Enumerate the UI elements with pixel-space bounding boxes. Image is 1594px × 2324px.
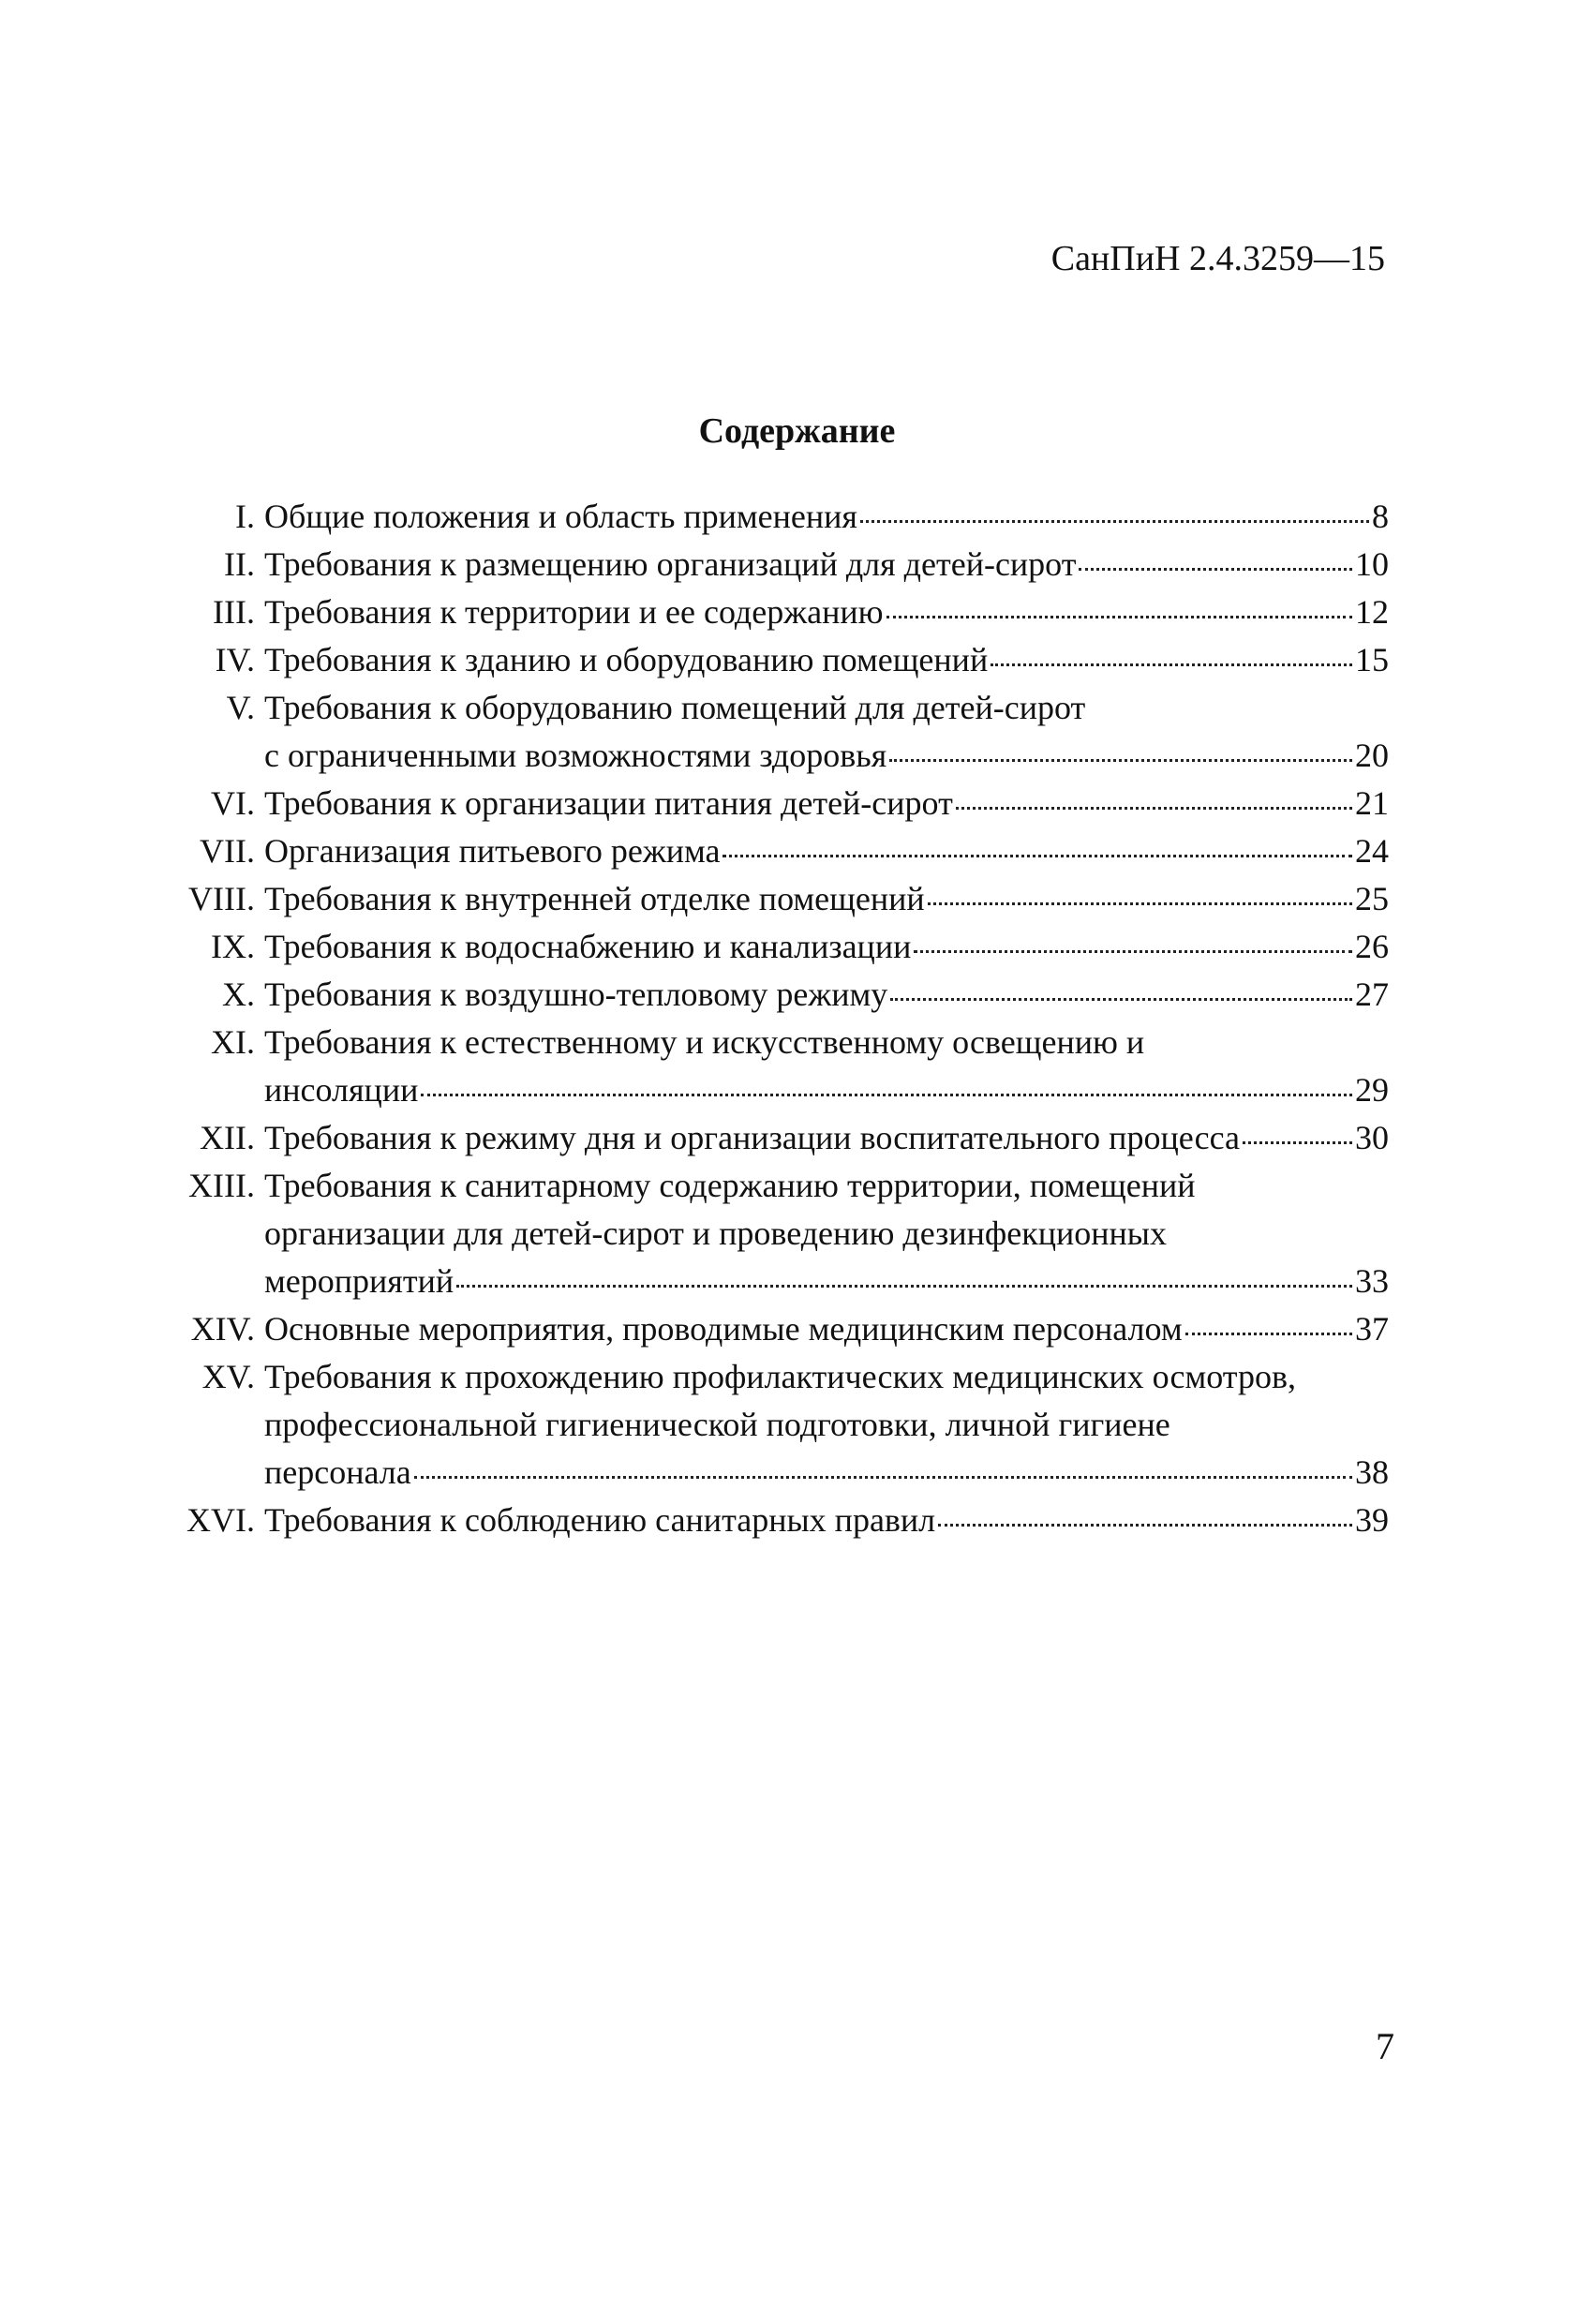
toc-entry-number: VIII. <box>188 880 255 917</box>
toc-entry-last-line <box>264 493 1389 541</box>
toc-entry-last-line <box>264 1114 1389 1162</box>
toc-entry-number: III. <box>213 593 255 631</box>
toc-entry-title-line: Требования к территории и ее содержанию <box>264 593 884 631</box>
toc-entry-page: 39 <box>1355 1501 1389 1539</box>
toc-entry-body <box>255 493 1389 541</box>
toc-dot-leader <box>414 1476 1352 1479</box>
toc-entry-body <box>255 636 1389 684</box>
toc-entry-title-line: Требования к водоснабжению и канализации <box>264 928 912 965</box>
toc-entry-body <box>255 1019 1389 1114</box>
toc-entry <box>0 1114 1594 1162</box>
toc-entry-body <box>255 875 1389 923</box>
toc-dot-leader <box>889 759 1352 762</box>
page-number: 7 <box>1376 2025 1394 2067</box>
toc-entry <box>0 1497 1594 1544</box>
toc-entry-last-line <box>264 1449 1389 1497</box>
toc-entry-body <box>255 827 1389 875</box>
toc-entry-number: XV. <box>201 1358 255 1395</box>
toc-entry-body <box>255 1114 1389 1162</box>
toc-dot-leader <box>860 520 1369 523</box>
toc-dot-leader <box>421 1094 1352 1096</box>
toc-entry-body <box>255 1497 1389 1544</box>
toc-entry-last-line <box>264 732 1389 780</box>
toc-entry-title-line: персонала <box>264 1453 411 1491</box>
toc-entry <box>0 923 1594 971</box>
toc-entry <box>0 827 1594 875</box>
toc-entry-body <box>255 780 1389 827</box>
toc-entry-number: XIV. <box>190 1310 255 1348</box>
toc-entry <box>0 1353 1594 1497</box>
toc-entry-title-line: профессиональной гигиенической подготовки, личной гигиене <box>264 1406 1170 1443</box>
toc-entry-last-line <box>264 588 1389 636</box>
toc-entry-last-line <box>264 541 1389 588</box>
toc-entry-page: 21 <box>1355 784 1389 822</box>
toc-entry-title-line: Требования к размещению организаций для детей-сирот <box>264 545 1077 583</box>
toc-entry-page: 8 <box>1372 498 1389 535</box>
toc-entry-last-line <box>264 971 1389 1019</box>
table-of-contents <box>0 493 1594 1544</box>
toc-entry-title-line: Требования к зданию и оборудованию помещений <box>264 641 989 678</box>
toc-entry-last-line <box>264 636 1389 684</box>
toc-entry-page: 20 <box>1355 737 1389 774</box>
toc-dot-leader <box>938 1524 1352 1527</box>
toc-entry-last-line <box>264 827 1389 875</box>
toc-entry-body <box>255 588 1389 636</box>
toc-dot-leader <box>886 616 1353 618</box>
toc-entry-title-line: Требования к организации питания детей-сирот <box>264 784 953 822</box>
toc-dot-leader <box>1185 1333 1352 1335</box>
toc-entry-page: 27 <box>1355 976 1389 1013</box>
toc-entry-body <box>255 541 1389 588</box>
toc-entry-title-line: инсоляции <box>264 1071 419 1109</box>
toc-entry-number: X. <box>222 976 255 1013</box>
toc-entry-title-line: организации для детей-сирот и проведению дезинфекционных <box>264 1214 1167 1252</box>
toc-entry-body <box>255 1305 1389 1353</box>
toc-entry <box>0 1162 1594 1305</box>
toc-entry-last-line <box>264 923 1389 971</box>
toc-dot-leader <box>1243 1141 1352 1144</box>
toc-entry <box>0 588 1594 636</box>
toc-entry-title-line: мероприятий <box>264 1262 454 1300</box>
toc-entry-title-line: Требования к оборудованию помещений для детей-сирот <box>264 689 1086 726</box>
toc-entry-number: II. <box>224 545 255 583</box>
toc-entry-page: 33 <box>1355 1262 1389 1300</box>
toc-entry-title-line: с ограниченными возможностями здоровья <box>264 737 887 774</box>
toc-entry-page: 37 <box>1355 1310 1389 1348</box>
toc-entry-number: XIII. <box>188 1167 255 1204</box>
toc-entry-number: XII. <box>200 1119 255 1156</box>
toc-entry <box>0 684 1594 780</box>
toc-entry-page: 29 <box>1355 1071 1389 1109</box>
toc-entry-title-line: Основные мероприятия, проводимые медицинским персоналом <box>264 1310 1183 1348</box>
toc-entry-last-line <box>264 875 1389 923</box>
toc-entry-page: 30 <box>1355 1119 1389 1156</box>
toc-dot-leader <box>956 807 1352 810</box>
toc-entry-title-line: Требования к естественному и искусственному освещению и <box>264 1023 1145 1061</box>
toc-entry-last-line <box>264 1066 1389 1114</box>
toc-entry-page: 24 <box>1355 832 1389 870</box>
toc-entry-title-line: Требования к соблюдению санитарных правил <box>264 1501 936 1539</box>
toc-entry-page: 26 <box>1355 928 1389 965</box>
toc-entry <box>0 875 1594 923</box>
document-code: СанПиН 2.4.3259—15 <box>1050 239 1385 278</box>
toc-entry-page: 10 <box>1355 545 1389 583</box>
toc-entry-number: IV. <box>215 641 255 678</box>
toc-dot-leader <box>723 855 1352 857</box>
toc-entry-page: 25 <box>1355 880 1389 917</box>
toc-entry-number: IX. <box>211 928 255 965</box>
toc-entry-number: VI. <box>211 784 255 822</box>
toc-entry <box>0 493 1594 541</box>
toc-entry <box>0 1305 1594 1353</box>
toc-entry-number: V. <box>226 689 255 726</box>
toc-entry-title-line: Требования к внутренней отделке помещений <box>264 880 925 917</box>
toc-dot-leader <box>914 950 1352 953</box>
toc-entry-number: XI. <box>211 1023 255 1061</box>
toc-entry-body <box>255 971 1389 1019</box>
toc-entry-title-line: Требования к режиму дня и организации воспитательного процесса <box>264 1119 1240 1156</box>
toc-entry-title-line: Организация питьевого режима <box>264 832 721 870</box>
toc-entry-last-line <box>264 780 1389 827</box>
toc-entry <box>0 1019 1594 1114</box>
toc-entry-number: VII. <box>200 832 255 870</box>
toc-entry-title-line: Требования к прохождению профилактических медицинских осмотров, <box>264 1358 1296 1395</box>
toc-entry-body <box>255 684 1389 780</box>
toc-entry-number: XVI. <box>186 1501 255 1539</box>
toc-entry-last-line <box>264 1305 1389 1353</box>
toc-entry-body <box>255 1162 1389 1305</box>
toc-entry-title-line: Общие положения и область применения <box>264 498 857 535</box>
toc-entry-page: 38 <box>1355 1453 1389 1491</box>
toc-entry <box>0 971 1594 1019</box>
toc-dot-leader <box>456 1285 1352 1288</box>
toc-entry <box>0 541 1594 588</box>
toc-dot-leader <box>1079 568 1352 571</box>
toc-entry <box>0 780 1594 827</box>
toc-entry-title-line: Требования к санитарному содержанию территории, помещений <box>264 1167 1196 1204</box>
toc-dot-leader <box>991 663 1352 666</box>
toc-entry-last-line <box>264 1497 1389 1544</box>
toc-entry-page: 15 <box>1355 641 1389 678</box>
toc-entry-last-line <box>264 1258 1389 1305</box>
page-title: Содержание <box>698 411 896 451</box>
toc-entry <box>0 636 1594 684</box>
toc-entry-number: I. <box>235 498 255 535</box>
toc-entry-title-line: Требования к воздушно-тепловому режиму <box>264 976 888 1013</box>
toc-dot-leader <box>890 998 1352 1001</box>
toc-entry-page: 12 <box>1355 593 1389 631</box>
toc-entry-body <box>255 1353 1389 1497</box>
toc-entry-body <box>255 923 1389 971</box>
toc-dot-leader <box>928 902 1352 905</box>
